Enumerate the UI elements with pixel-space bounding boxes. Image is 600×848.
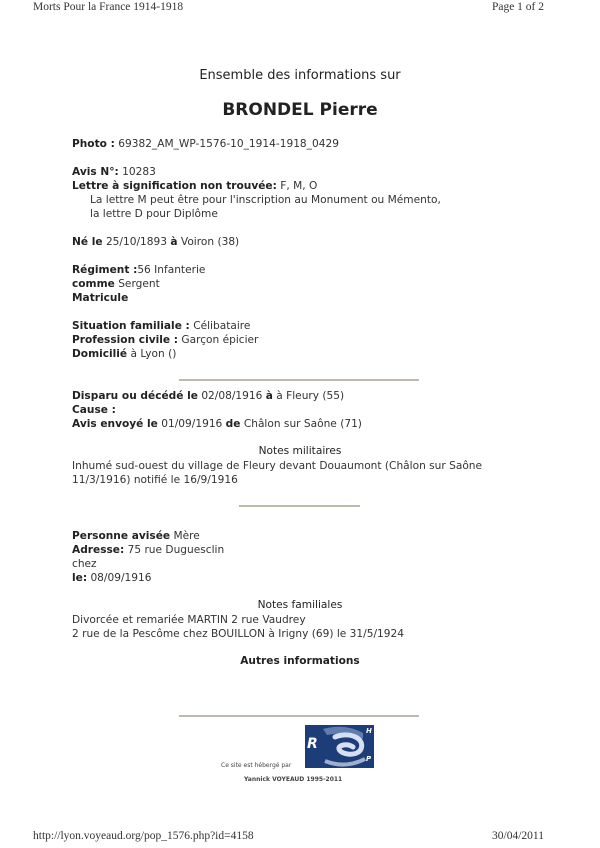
profession-row [72,333,258,347]
photo-row [72,137,339,151]
hosting-text: Ce site est hébergé par [221,762,292,769]
naissance-lieu: Voiron (38) [180,236,240,248]
divider-2 [239,505,360,507]
naissance-row [72,235,239,249]
comme-value: Sergent [118,278,160,290]
notes-familiales-line-1: Divorcée et remariée MARTIN 2 rue Vaudrey [72,614,306,626]
page-subtitle: Ensemble des informations sur [199,68,401,83]
adresse-value: 75 rue Duguesclin [127,544,225,556]
cause-row [72,403,116,417]
situation-value: Célibataire [193,320,251,332]
regiment-label: Régiment : [72,264,138,276]
situation-row [72,319,250,333]
lettre-note-2: la lettre D pour Diplôme [90,208,218,220]
logo-letter-h: H [366,727,372,735]
lettre-row [72,179,317,193]
adresse-row [72,543,224,557]
deces-a: à [265,390,273,402]
notes-militaires-line-1: Inhumé sud-ouest du village de Fleury devant Douaumont (Châlon sur Saône [72,460,483,472]
avis-envoye-label: Avis envoyé le [72,418,158,430]
avis-envoye-date: 01/09/1916 [161,418,223,430]
notes-militaires-title: Notes militaires [258,445,342,457]
hosting-author: Yannick VOYEAUD 1995-2011 [244,776,343,783]
matricule-label: Matricule [72,292,129,304]
avis-label: Avis N°: [72,166,119,178]
naissance-a: à [170,236,178,248]
situation-label: Situation familiale : [72,320,190,332]
host-logo[interactable] [305,725,374,768]
le-label: le: [72,572,88,584]
domicile-a: à [130,348,137,360]
domicile-label: Domicilié [72,348,128,360]
logo-letter-p: P [366,755,372,763]
print-header-page: Page 1 of 2 [491,1,544,13]
personne-value: Mère [173,530,200,542]
notes-militaires-line-2: 11/3/1916) notifié le 16/9/1916 [72,474,238,486]
personne-label: Personne avisée [72,530,171,542]
avis-value: 10283 [122,166,156,178]
personne-row [72,529,200,543]
profession-label: Profession civile : [72,334,178,346]
matricule-row [72,291,128,305]
divider-3 [179,715,419,717]
lettre-label: Lettre à signification non trouvée: [72,180,277,192]
lettre-note-1: La lettre M peut être pour l'inscription au Monument ou Mémento, [90,194,441,206]
logo-letter-r: R [307,736,318,752]
profession-value: Garçon épicier [181,334,259,346]
naissance-label: Né le [72,236,103,248]
avis-envoye-de: de [225,418,241,430]
regiment-value: 56 Infanterie [137,264,206,276]
autres-informations-title: Autres informations [240,655,360,667]
le-value: 08/09/1916 [90,572,152,584]
naissance-date: 25/10/1893 [105,236,167,248]
deces-label: Disparu ou décédé le [72,390,198,402]
page-title: BRONDEL Pierre [222,100,378,120]
print-footer-url: http://lyon.voyeaud.org/pop_1576.php?id=4158 [33,830,254,842]
le-row [72,571,152,585]
deces-row [72,389,344,403]
avis-row [72,165,156,179]
cause-label: Cause : [72,404,116,416]
notes-familiales-line-2: 2 rue de la Pescôme chez BOUILLON à Irigny (69) le 31/5/1924 [72,628,404,640]
print-footer-date: 30/04/2011 [492,830,544,842]
divider-1 [179,379,419,381]
comme-row [72,277,160,291]
lettre-value: F, M, O [280,180,318,192]
deces-date: 02/08/1916 [201,390,263,402]
avis-envoye-row [72,417,362,431]
photo-value: 69382_AM_WP-1576-10_1914-1918_0429 [118,138,339,150]
domicile-row [72,347,176,361]
regiment-row [72,263,205,277]
notes-familiales-title: Notes familiales [257,599,343,611]
domicile-value: Lyon () [140,348,177,360]
chez-row: chez [72,558,97,570]
comme-label: comme [72,278,115,290]
deces-lieu: à Fleury (55) [276,390,345,402]
print-header-title: Morts Pour la France 1914-1918 [33,1,184,13]
adresse-label: Adresse: [72,544,125,556]
avis-envoye-lieu: Châlon sur Saône (71) [243,418,362,430]
photo-label: Photo : [72,138,115,150]
